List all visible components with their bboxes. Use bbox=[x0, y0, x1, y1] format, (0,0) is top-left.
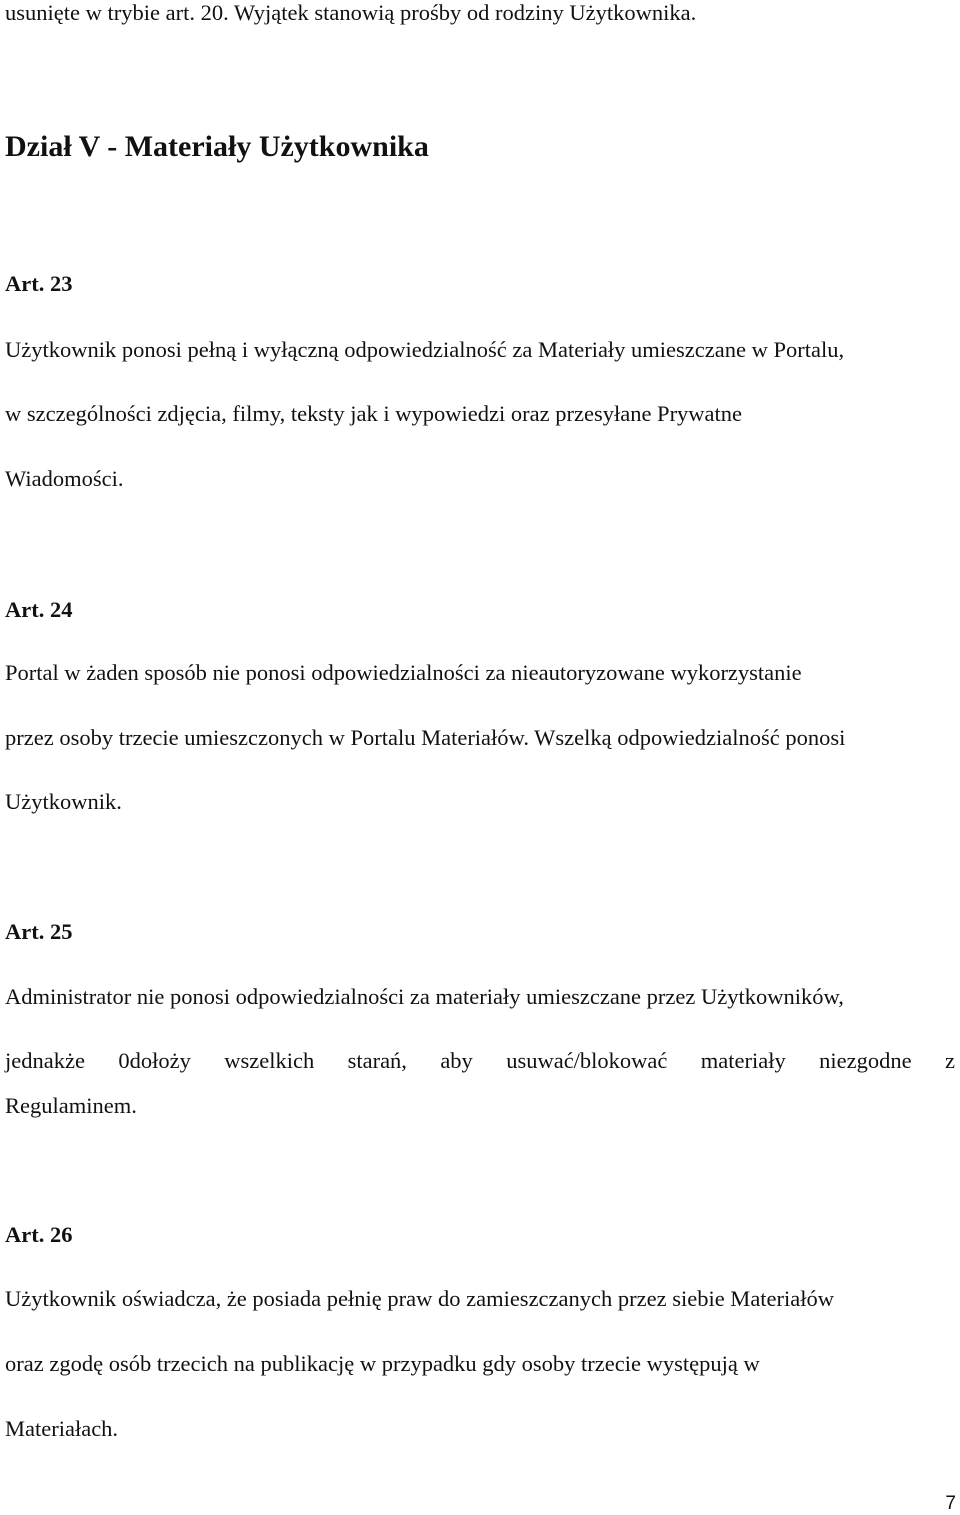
article-text-line: Użytkownik oświadcza, że posiada pełnię praw do zamieszczanych przez siebie Materiałów bbox=[5, 1286, 835, 1311]
article-text-line-justified: jednakże 0dołoży wszelkich starań, aby usuwać/blokować materiały niezgodne z bbox=[5, 1048, 955, 1073]
article-text-line: Użytkownik ponosi pełną i wyłączną odpowiedzialność za Materiały umieszczane w Portalu, bbox=[5, 337, 845, 362]
page-number: 7 bbox=[945, 1493, 956, 1514]
article-text-line: przez osoby trzecie umieszczonych w Portalu Materiałów. Wszelką odpowiedzialność ponosi bbox=[5, 725, 846, 750]
article-text-line: Materiałach. bbox=[5, 1416, 119, 1441]
article-heading: Art. 24 bbox=[5, 597, 73, 622]
article-text-line: Użytkownik. bbox=[5, 789, 122, 814]
continued-paragraph-line: usunięte w trybie art. 20. Wyjątek stanowią prośby od rodziny Użytkownika. bbox=[5, 0, 697, 25]
article-text-line: w szczególności zdjęcia, filmy, teksty jak i wypowiedzi oraz przesyłane Prywatne bbox=[5, 401, 743, 426]
section-title: Dział V - Materiały Użytkownika bbox=[5, 130, 429, 163]
article-heading: Art. 25 bbox=[5, 919, 73, 944]
article-text-line: Portal w żaden sposób nie ponosi odpowiedzialności za nieautoryzowane wykorzystanie bbox=[5, 660, 802, 685]
article-text-line: Administrator nie ponosi odpowiedzialności za materiały umieszczane przez Użytkowników, bbox=[5, 984, 844, 1009]
article-text-line: Wiadomości. bbox=[5, 466, 124, 491]
article-text-line: Regulaminem. bbox=[5, 1093, 137, 1118]
article-heading: Art. 26 bbox=[5, 1222, 73, 1247]
article-heading: Art. 23 bbox=[5, 271, 73, 296]
article-text-line: oraz zgodę osób trzecich na publikację w przypadku gdy osoby trzecie występują w bbox=[5, 1351, 760, 1376]
